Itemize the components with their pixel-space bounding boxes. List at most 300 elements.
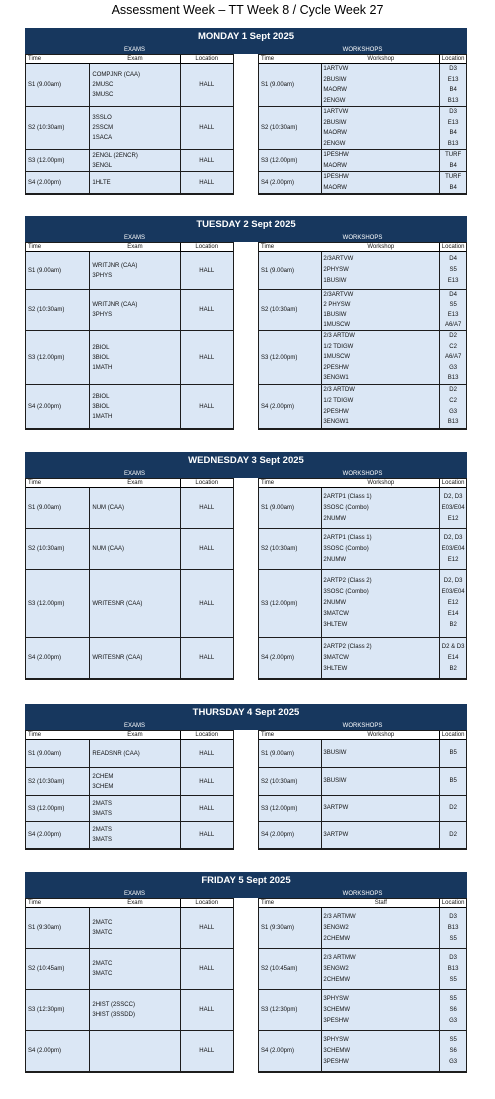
exam-code: 2MATS: [92, 827, 112, 833]
exam-session-row: [26, 740, 233, 768]
workshops-header-row: [259, 55, 466, 64]
exam-session-row: [26, 822, 233, 849]
exam-location: HALL: [180, 64, 233, 106]
session-time: S2 (10:30am): [26, 290, 90, 330]
exam-code: 2MATC: [92, 920, 113, 926]
day-banner: FRIDAY 5 Sept 2025: [25, 872, 467, 890]
exam-code: 1MATH: [92, 413, 113, 420]
workshop-location-list: [439, 529, 466, 569]
day-body: [25, 54, 467, 195]
exams-header-row: [26, 731, 233, 740]
workshop-header: Workshop: [367, 244, 395, 250]
workshop-room: S5: [449, 976, 457, 983]
exams-section-label: EXAMS: [123, 891, 145, 897]
workshop-room: E03/E04: [441, 589, 465, 595]
session-time: S3 (12.00pm): [259, 796, 322, 821]
workshop-header: Workshop: [367, 732, 395, 738]
session-time: S2 (10:30am): [259, 768, 322, 795]
workshop-session-row: [259, 64, 466, 107]
workshop-room: D2: [449, 805, 457, 811]
workshop-room: B4: [449, 130, 457, 136]
session-time: S1 (9.00am): [259, 252, 322, 289]
exam-list: [90, 822, 179, 848]
exam-location: HALL: [180, 150, 233, 171]
exam-list: [90, 150, 179, 171]
workshops-header-row: [259, 479, 466, 488]
session-time: S4 (2.00pm): [26, 172, 90, 193]
exam-location: HALL: [180, 990, 233, 1030]
workshop-list: [322, 949, 439, 989]
workshop-location-list: [439, 1031, 466, 1071]
workshop-code: 1BUSIW: [323, 312, 347, 318]
workshop-list: [322, 290, 439, 330]
workshop-room: S5: [449, 267, 457, 273]
session-time: S1 (9:30am): [26, 908, 90, 948]
workshop-room: A6/A7: [444, 322, 462, 328]
workshop-list: [322, 331, 439, 384]
exam-code: 3PHYS: [92, 312, 113, 318]
workshop-code: MAORW: [323, 184, 347, 191]
location-header: Location: [180, 55, 233, 63]
day-body: [25, 898, 467, 1073]
workshop-code: 1PESHW: [323, 174, 349, 180]
exam-location: HALL: [180, 331, 233, 384]
workshop-code: 1ARTVW: [323, 109, 349, 115]
workshop-code: 3HLTEW: [323, 665, 348, 672]
workshop-room: E14: [447, 654, 459, 661]
workshop-room: D2: [449, 333, 457, 339]
section-gap: [244, 890, 258, 898]
workshops-section-label: WORKSHOPS: [342, 723, 383, 729]
workshop-room: D2 & D3: [441, 643, 465, 650]
time-header: Time: [261, 56, 275, 62]
workshop-room: G3: [449, 1058, 458, 1065]
exam-location: HALL: [180, 740, 233, 767]
workshop-code: 3MATCW: [323, 611, 349, 617]
exams-column: [25, 898, 234, 1073]
workshop-room: B2: [449, 622, 457, 628]
exam-header: Exam: [127, 56, 143, 62]
exam-session-row: [26, 1031, 233, 1072]
workshop-room: E13: [447, 312, 459, 318]
workshop-room: D2: [449, 387, 457, 393]
exam-header: Exam: [127, 900, 143, 906]
workshop-code: 3MATCW: [323, 654, 349, 661]
exam-location: HALL: [180, 638, 233, 678]
time-header: Time: [28, 244, 42, 250]
exam-code: 2CHEM: [92, 773, 114, 780]
exam-list: [90, 949, 179, 989]
workshop-session-row: [259, 290, 466, 331]
workshop-session-row: [259, 570, 466, 638]
exams-column: [25, 242, 234, 430]
session-time: S3 (12.00pm): [259, 150, 322, 171]
exam-header: Exam: [127, 732, 143, 738]
exam-list: [90, 768, 179, 795]
workshop-session-row: [259, 107, 466, 150]
workshop-code: 2/3ARTVW: [323, 256, 354, 262]
workshop-location-list: [439, 385, 466, 428]
exam-session-row: [26, 949, 233, 990]
workshops-table: [258, 242, 467, 430]
workshop-room: D2, D3: [443, 578, 463, 584]
workshop-code: 2ARTP2 (Class 2): [323, 578, 372, 584]
exam-list: [90, 107, 179, 149]
session-time: S2 (10:30am): [26, 529, 90, 569]
exam-session-row: [26, 768, 233, 796]
workshop-location-list: [439, 107, 466, 149]
workshop-code: MAORW: [323, 87, 347, 93]
exam-location: HALL: [180, 107, 233, 149]
workshop-header: Workshop: [367, 480, 395, 486]
workshop-code: 2/3ARTVW: [323, 292, 354, 298]
exam-list: [90, 488, 179, 528]
workshop-session-row: [259, 908, 466, 949]
exam-location: HALL: [180, 290, 233, 330]
exam-location: HALL: [180, 1031, 233, 1071]
workshop-session-row: [259, 740, 466, 768]
workshop-session-row: [259, 252, 466, 290]
exam-code: 3BIOL: [92, 354, 110, 361]
exam-code: WRITJNR (CAA): [92, 302, 138, 308]
workshop-code: 2PESHW: [323, 408, 349, 415]
workshop-room: B13: [447, 419, 459, 426]
exam-session-row: [26, 488, 233, 529]
workshops-column: [258, 730, 467, 850]
workshop-code: 1/2 TDIGW: [323, 343, 354, 350]
exam-list: [90, 64, 179, 106]
workshop-room: G3: [449, 408, 458, 415]
exam-location: HALL: [180, 822, 233, 848]
exam-session-row: [26, 385, 233, 429]
session-time: S4 (2.00pm): [259, 822, 322, 848]
workshop-list: [322, 385, 439, 428]
workshop-list: [322, 796, 439, 821]
workshop-code: 2NUMW: [323, 600, 347, 606]
workshop-room: D3: [449, 954, 457, 961]
workshop-session-row: [259, 385, 466, 429]
workshop-location-list: [439, 908, 466, 948]
exams-table: [25, 478, 234, 680]
exam-session-row: [26, 331, 233, 385]
workshop-code: 2NUMW: [323, 515, 347, 522]
workshops-table: [258, 54, 467, 195]
exam-code: 3MATS: [92, 810, 112, 817]
time-header: Time: [261, 900, 275, 906]
workshop-room: D3: [449, 109, 457, 115]
workshop-location-list: [439, 150, 466, 171]
exam-list: [90, 290, 179, 330]
workshop-room: B13: [447, 965, 459, 972]
workshop-list: [322, 570, 439, 637]
location-header: Location: [180, 731, 233, 739]
workshop-header: Workshop: [367, 56, 395, 62]
session-time: S2 (10:30am): [259, 290, 322, 330]
exam-code: WRITESNR (CAA): [92, 600, 143, 607]
session-time: S3 (12.00pm): [26, 150, 90, 171]
session-time: S3 (12.00pm): [259, 331, 322, 384]
workshop-room: B13: [447, 924, 459, 931]
section-gap: [244, 722, 258, 730]
workshop-list: [322, 172, 439, 193]
session-time: S4 (2.00pm): [259, 385, 322, 428]
location-header: Location: [439, 243, 466, 251]
day-table: [25, 216, 467, 430]
workshop-room: D3: [449, 66, 457, 72]
workshops-section-label: WORKSHOPS: [342, 891, 383, 897]
workshop-code: 2/3 ARTDW: [323, 333, 355, 339]
exam-list: [90, 908, 179, 948]
workshop-room: E14: [447, 611, 459, 617]
workshop-list: [322, 768, 439, 795]
location-header: Location: [180, 243, 233, 251]
workshop-session-row: [259, 529, 466, 570]
exams-table: [25, 242, 234, 430]
section-header-row: [25, 234, 467, 242]
time-header: Time: [28, 480, 42, 486]
workshop-room: E12: [447, 556, 459, 563]
exam-list: [90, 331, 179, 384]
workshop-room: D3: [449, 913, 457, 920]
workshop-code: MAORW: [323, 130, 347, 136]
workshop-code: 3PHYSW: [323, 995, 349, 1002]
exam-location: HALL: [180, 252, 233, 289]
workshop-room: E13: [447, 76, 459, 83]
day-table: [25, 452, 467, 680]
workshop-session-row: [259, 638, 466, 679]
exam-session-row: [26, 107, 233, 150]
day-body: [25, 242, 467, 430]
exams-header-row: [26, 479, 233, 488]
workshop-room: B13: [447, 375, 459, 382]
workshop-room: E12: [447, 600, 459, 606]
workshop-code: 3BUSIW: [323, 750, 347, 756]
workshop-room: E13: [447, 278, 459, 284]
workshop-room: TURF: [445, 152, 462, 158]
workshop-room: C2: [449, 397, 457, 404]
session-time: S2 (10:45am): [26, 949, 90, 989]
exams-section-label: EXAMS: [123, 723, 145, 729]
exam-list: [90, 796, 179, 821]
exams-section-label: EXAMS: [123, 235, 145, 241]
workshop-code: 3SOSC (Combo): [323, 545, 369, 552]
exam-code: COMPJNR (CAA): [92, 72, 141, 78]
exam-location: HALL: [180, 768, 233, 795]
exam-session-row: [26, 908, 233, 949]
session-time: S1 (9:30am): [259, 908, 322, 948]
session-time: S3 (12.00pm): [26, 796, 90, 821]
workshop-code: 3HLTEW: [323, 622, 348, 628]
exam-code: WRITESNR (CAA): [92, 655, 143, 661]
workshops-column: [258, 478, 467, 680]
workshop-code: 3BUSIW: [323, 778, 347, 784]
workshop-list: [322, 529, 439, 569]
exam-session-row: [26, 796, 233, 822]
workshops-section-label: WORKSHOPS: [342, 471, 383, 477]
session-time: S1 (9.00am): [26, 488, 90, 528]
day-banner: THURSDAY 4 Sept 2025: [25, 704, 467, 722]
workshop-room: E12: [447, 515, 459, 522]
workshop-code: 2CHEMW: [323, 976, 351, 983]
workshop-list: [322, 1031, 439, 1071]
exam-session-row: [26, 252, 233, 290]
workshop-code: 2PHYSW: [323, 267, 349, 273]
workshop-location-list: [439, 290, 466, 330]
session-time: S2 (10:30am): [259, 107, 322, 149]
workshop-list: [322, 822, 439, 848]
workshop-list: [322, 990, 439, 1030]
workshop-code: MAORW: [323, 162, 347, 169]
workshop-code: 1MUSCW: [323, 354, 351, 361]
exam-code: 2ENGL (2ENCR): [92, 152, 138, 159]
workshop-code: 2BUSIW: [323, 119, 347, 126]
exams-table: [25, 898, 234, 1073]
workshop-session-row: [259, 488, 466, 529]
workshops-header-row: [259, 731, 466, 740]
workshop-code: 3PESHW: [323, 1058, 349, 1065]
session-time: S2 (10:45am): [259, 949, 322, 989]
exam-list: [90, 385, 179, 428]
exam-code: NUM (CAA): [92, 546, 125, 552]
exam-list: [90, 172, 179, 193]
workshop-room: B5: [449, 778, 457, 784]
workshop-room: C2: [449, 343, 457, 350]
exam-session-row: [26, 529, 233, 570]
workshops-header-row: [259, 243, 466, 252]
workshop-location-list: [439, 949, 466, 989]
workshop-room: S6: [449, 1047, 457, 1054]
location-header: Location: [180, 899, 233, 907]
exam-code: 2BIOL: [92, 393, 110, 400]
exam-list: [90, 1031, 179, 1071]
day-banner: TUESDAY 2 Sept 2025: [25, 216, 467, 234]
workshop-room: B5: [449, 750, 457, 756]
session-time: S4 (2.00pm): [26, 638, 90, 678]
exam-session-row: [26, 990, 233, 1031]
session-time: S1 (9.00am): [259, 488, 322, 528]
workshop-session-row: [259, 768, 466, 796]
exam-header: Exam: [127, 480, 143, 486]
workshop-session-row: [259, 172, 466, 194]
workshop-room: S5: [449, 1036, 457, 1043]
workshop-code: 1ARTVW: [323, 66, 349, 72]
exam-code: 3ENGL: [92, 162, 113, 169]
workshop-code: 1/2 TDIGW: [323, 397, 354, 404]
exam-location: HALL: [180, 908, 233, 948]
workshop-code: 3ENGW2: [323, 965, 349, 972]
workshops-table: [258, 730, 467, 850]
exam-header: Exam: [127, 244, 143, 250]
workshop-room: D2, D3: [443, 534, 463, 541]
session-time: S1 (9.00am): [259, 64, 322, 106]
day-table: [25, 704, 467, 850]
exams-column: [25, 730, 234, 850]
session-time: S1 (9.00am): [26, 64, 90, 106]
workshop-list: [322, 908, 439, 948]
exam-location: HALL: [180, 172, 233, 193]
workshop-room: D4: [449, 256, 457, 262]
exam-code: 2MATS: [92, 800, 112, 807]
location-header: Location: [180, 479, 233, 487]
exam-code: 3SSLO: [92, 115, 112, 121]
session-time: S3 (12:30pm): [26, 990, 90, 1030]
session-time: S2 (10:30am): [259, 529, 322, 569]
workshop-list: [322, 638, 439, 678]
workshop-room: B4: [449, 184, 457, 191]
exam-list: [90, 570, 179, 637]
workshop-location-list: [439, 740, 466, 767]
exams-column: [25, 54, 234, 195]
section-header-row: [25, 470, 467, 478]
workshop-code: 3SOSC (Combo): [323, 504, 369, 511]
day-table: [25, 872, 467, 1073]
workshop-list: [322, 252, 439, 289]
workshop-location-list: [439, 990, 466, 1030]
workshop-code: 3CHEMW: [323, 1047, 351, 1054]
workshops-section-label: WORKSHOPS: [342, 235, 383, 241]
exams-header-row: [26, 243, 233, 252]
workshop-code: 2ARTP2 (Class 2): [323, 643, 372, 650]
workshop-room: E13: [447, 119, 459, 126]
workshop-room: D2: [449, 831, 457, 838]
exam-code: NUM (CAA): [92, 505, 125, 511]
exam-list: [90, 740, 179, 767]
workshop-list: [322, 150, 439, 171]
exam-list: [90, 529, 179, 569]
workshop-code: 2ARTP1 (Class 1): [323, 534, 372, 541]
workshop-code: 3ARTPW: [323, 805, 349, 811]
location-header: Location: [439, 479, 466, 487]
time-header: Time: [261, 732, 275, 738]
section-gap: [244, 470, 258, 478]
exam-code: 1HLTE: [92, 179, 111, 186]
workshop-location-list: [439, 570, 466, 637]
workshop-session-row: [259, 949, 466, 990]
exam-location: HALL: [180, 570, 233, 637]
exam-code: 2HIST (2SSCC): [92, 1002, 135, 1008]
location-header: Location: [439, 731, 466, 739]
workshop-location-list: [439, 172, 466, 193]
section-gap: [244, 234, 258, 242]
day-banner: MONDAY 1 Sept 2025: [25, 28, 467, 46]
session-time: S3 (12.00pm): [26, 331, 90, 384]
session-time: S4 (2.00pm): [26, 822, 90, 848]
section-gap: [244, 46, 258, 54]
exam-code: 3MUSC: [92, 92, 114, 98]
workshop-code: 1BUSIW: [323, 278, 347, 284]
location-header: Location: [439, 55, 466, 63]
exam-code: 2MUSC: [92, 82, 114, 88]
exam-code: 3MATC: [92, 930, 113, 936]
exam-code: 3MATC: [92, 971, 113, 977]
exam-location: HALL: [180, 488, 233, 528]
exam-code: 2BIOL: [92, 344, 110, 351]
exam-code: 2MATC: [92, 961, 113, 967]
workshop-room: D2, D3: [443, 493, 463, 500]
workshops-column: [258, 242, 467, 430]
workshop-code: 2/3 ARTMW: [323, 954, 356, 961]
exam-session-row: [26, 290, 233, 331]
exam-code: READSNR (CAA): [92, 750, 140, 757]
exam-session-row: [26, 150, 233, 172]
workshop-code: 3CHEMW: [323, 1006, 351, 1013]
section-header-row: [25, 890, 467, 898]
workshop-location-list: [439, 796, 466, 821]
workshop-room: B2: [449, 665, 457, 672]
workshop-session-row: [259, 990, 466, 1031]
location-header: Location: [439, 899, 466, 907]
workshop-header: Staff: [374, 900, 387, 906]
